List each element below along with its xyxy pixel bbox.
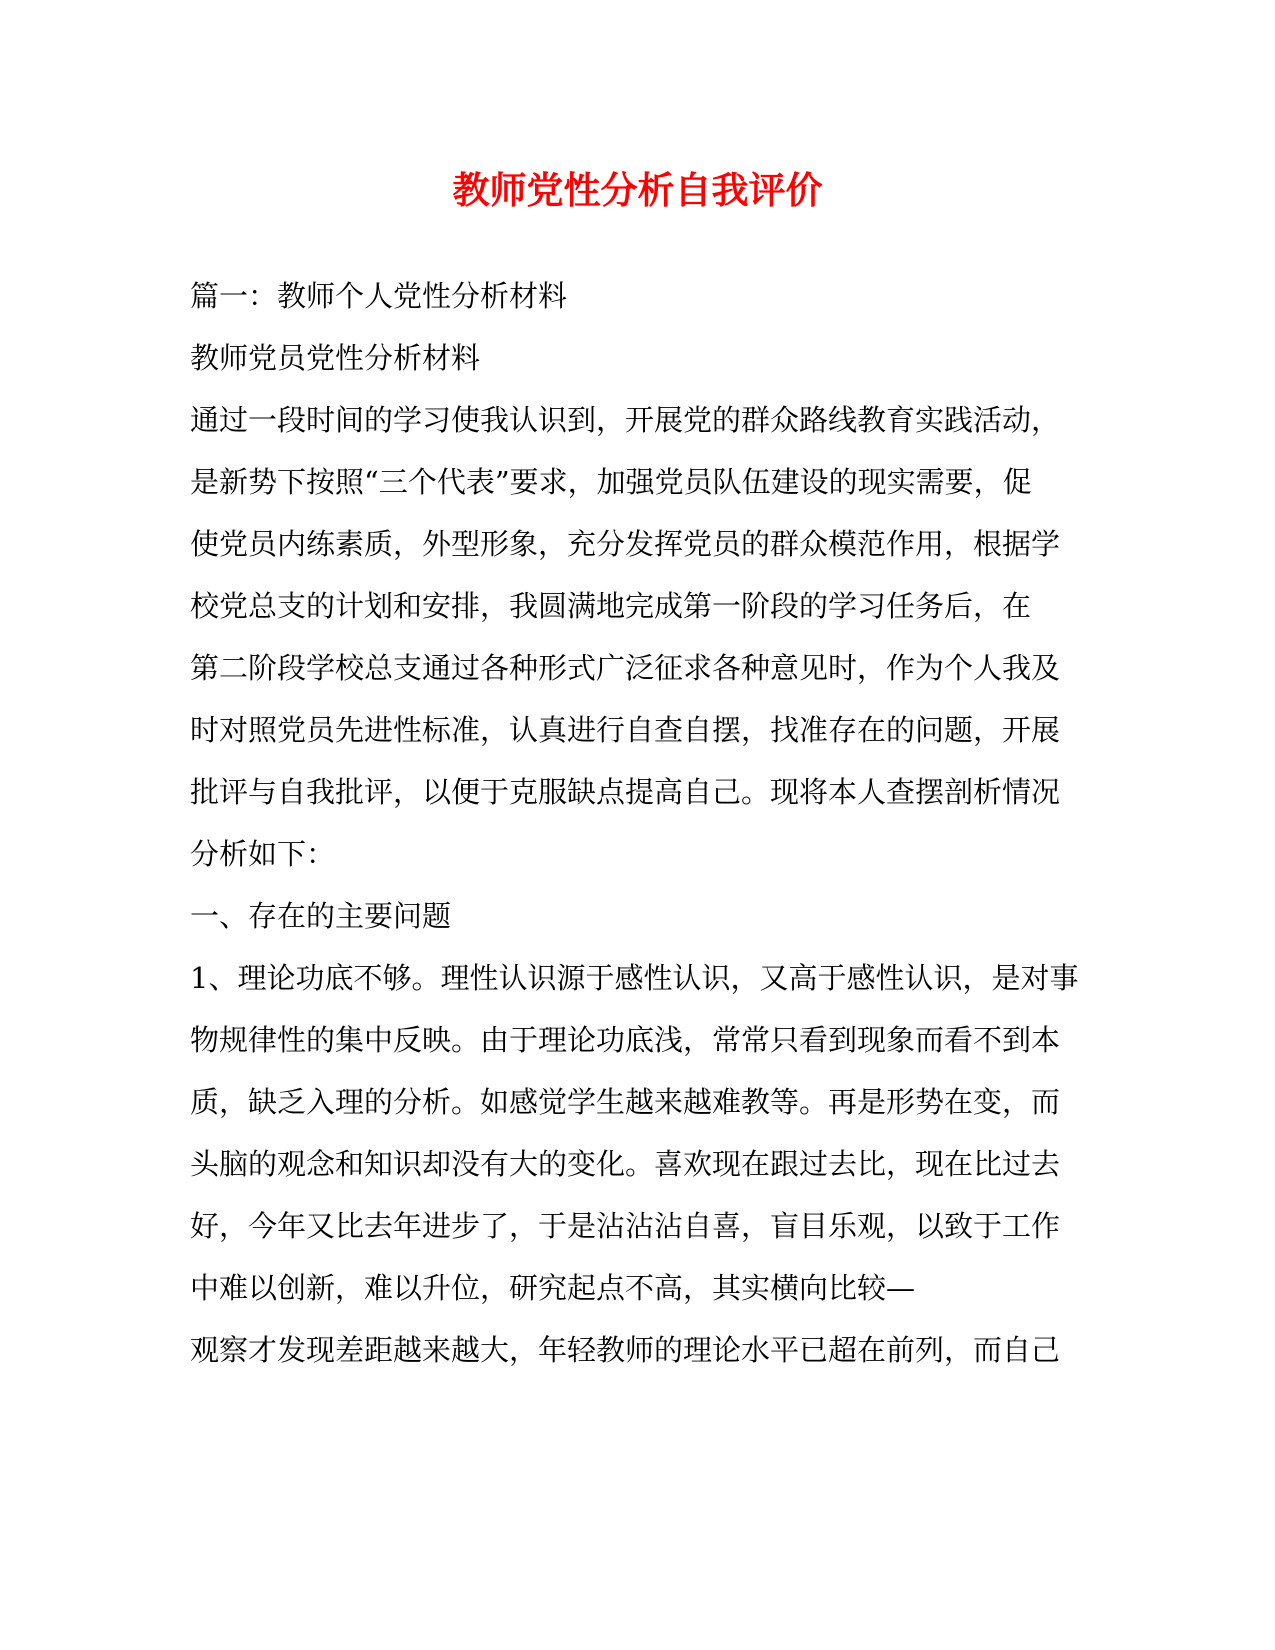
paragraph-line: 质，缺乏入理的分析。如感觉学生越来越难教等。再是形势在变，而 bbox=[190, 1085, 1061, 1119]
section-heading: 一、存在的主要问题 bbox=[190, 899, 452, 933]
paragraph-line: 好，今年又比去年进步了，于是沾沾沾自喜，盲目乐观，以致于工作 bbox=[190, 1209, 1061, 1243]
document-title: 教师党性分析自我评价 bbox=[452, 168, 823, 212]
paragraph-line: 是新势下按照“三个代表”要求，加强党员队伍建设的现实需要，促 bbox=[190, 465, 1032, 499]
paragraph-line: 第二阶段学校总支通过各种形式广泛征求各种意见时，作为个人我及 bbox=[190, 651, 1061, 685]
section-heading: 篇一：教师个人党性分析材料 bbox=[190, 279, 568, 313]
paragraph-line: 头脑的观念和知识却没有大的变化。喜欢现在跟过去比，现在比过去 bbox=[190, 1147, 1061, 1181]
paragraph-line: 校党总支的计划和安排，我圆满地完成第一阶段的学习任务后，在 bbox=[190, 589, 1032, 623]
paragraph-line: 观察才发现差距越来越大，年轻教师的理论水平已超在前列，而自己 bbox=[190, 1333, 1061, 1367]
paragraph-line: 批评与自我批评，以便于克服缺点提高自己。现将本人查摆剖析情况 bbox=[190, 775, 1061, 809]
paragraph-line: 使党员内练素质，外型形象，充分发挥党员的群众模范作用，根据学 bbox=[190, 527, 1061, 561]
paragraph-line: 通过一段时间的学习使我认识到，开展党的群众路线教育实践活动， bbox=[190, 403, 1061, 437]
paragraph-line: 分析如下： bbox=[190, 837, 336, 871]
subtitle: 教师党员党性分析材料 bbox=[190, 341, 481, 375]
paragraph-line: 中难以创新，难以升位，研究起点不高，其实横向比较— bbox=[190, 1271, 916, 1305]
paragraph-line: 1、理论功底不够。理性认识源于感性认识，又高于感性认识，是对事 bbox=[190, 961, 1079, 995]
paragraph-line: 物规律性的集中反映。由于理论功底浅，常常只看到现象而看不到本 bbox=[190, 1023, 1061, 1057]
paragraph-line: 时对照党员先进性标准，认真进行自查自摆，找准存在的问题，开展 bbox=[190, 713, 1061, 747]
